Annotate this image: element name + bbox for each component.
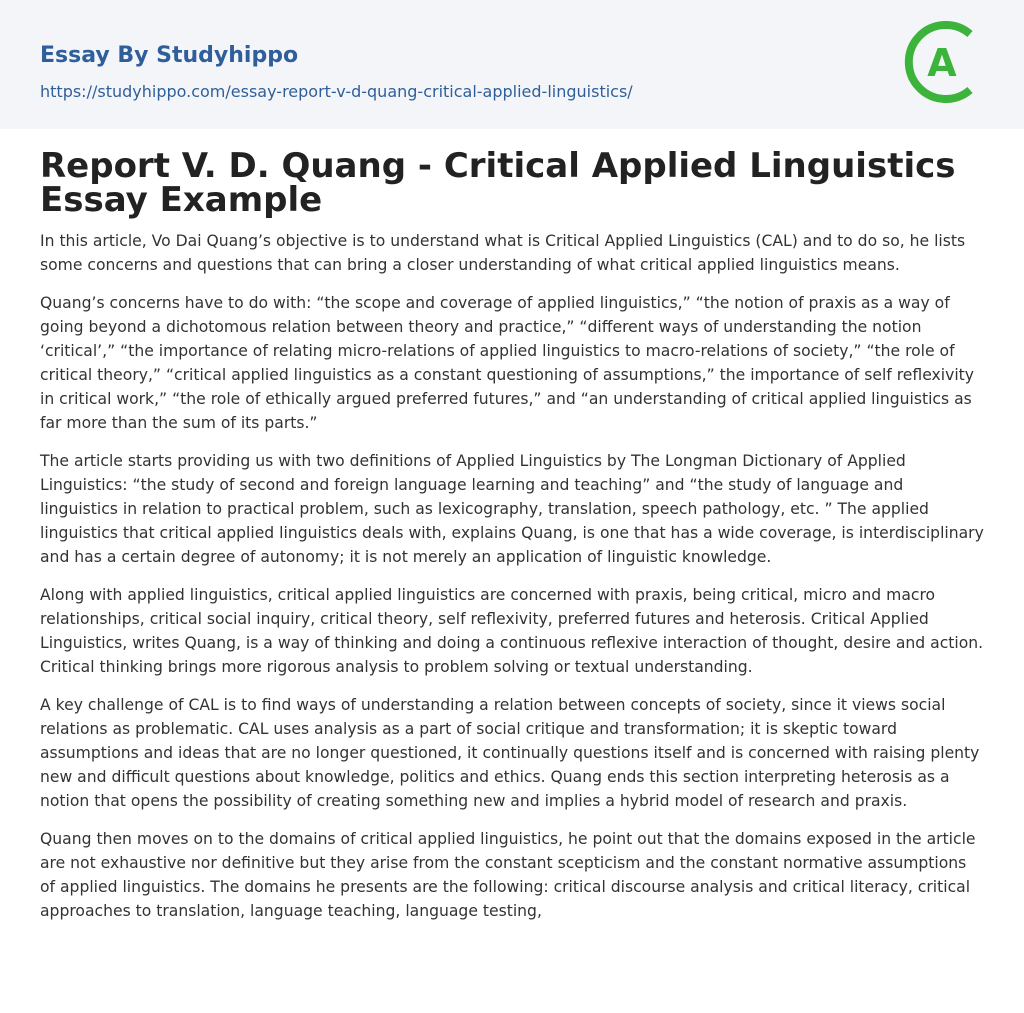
article-paragraph: The article starts providing us with two definitions of Applied Linguistics by The Longman Dictionary of Applied Linguistics: “the study of second and foreign language learning and teaching” and “the study of language and linguistics in relation to practical problem, such as lexicography, translation, speech pathology, etc. ” The applied linguistics that critical applied linguistics deals with, explains Quang, is one that has a wide coverage, is interdisciplinary and has a certain degree of autonomy; it is not merely an application of linguistic knowledge. (40, 452, 984, 566)
logo-letter: A (927, 41, 957, 85)
article-paragraph: In this article, Vo Dai Quang’s objective is to understand what is Critical Applied Linguistics (CAL) and to do so, he lists some concerns and questions that can bring a closer understanding of what critical applied linguistics means. (40, 232, 966, 274)
article-paragraph: A key challenge of CAL is to find ways of understanding a relation between concepts of society, since it views social relations as problematic. CAL uses analysis as a part of social critique and transformation; it is skeptic toward assumptions and ideas that are no longer questioned, it continually questions itself and is concerned with raising plenty new and difficult questions about knowledge, politics and ethics. Quang ends this section interpreting heterosis as a notion that opens the possibility of creating something new and implies a hybrid model of research and praxis. (40, 696, 980, 810)
essay-title: Report V. D. Quang - Critical Applied Linguistics Essay Example (40, 146, 956, 220)
studyhippo-logo-icon[interactable] (900, 20, 984, 104)
site-header (0, 0, 1024, 129)
article-paragraph: Quang’s concerns have to do with: “the scope and coverage of applied linguistics,” “the notion of praxis as a way of going beyond a dichotomous relation between theory and practice,” “different ways of understanding the notion ‘critical’,” “the importance of relating micro-relations of applied linguistics to macro-relations of society,” “the role of critical theory,” “critical applied linguistics as a constant questioning of assumptions,” the importance of self reflexivity in critical work,” “the role of ethically argued preferred futures,” and “an understanding of critical applied linguistics as far more than the sum of its parts.” (40, 294, 974, 432)
article-paragraph: Along with applied linguistics, critical applied linguistics are concerned with praxis, being critical, micro and macro relationships, critical social inquiry, critical theory, self reflexivity, preferred futures and heterosis. Critical Applied Linguistics, writes Quang, is a way of thinking and doing a continuous reflexive interaction of thought, desire and action. Critical thinking brings more rigorous analysis to problem solving or textual understanding. (40, 586, 984, 676)
article-body (0, 146, 1024, 923)
site-brand[interactable]: Essay By Studyhippo (40, 43, 299, 68)
essay-url-link[interactable]: https://studyhippo.com/essay-report-v-d-quang-critical-applied-linguistics/ (40, 82, 633, 101)
article-paragraph: Quang then moves on to the domains of critical applied linguistics, he point out that the domains exposed in the article are not exhaustive nor definitive but they arise from the constant scepticism and the constant normative assumptions of applied linguistics. The domains he presents are the following: critical discourse analysis and critical literacy, critical approaches to translation, language teaching, language testing, (40, 830, 976, 920)
